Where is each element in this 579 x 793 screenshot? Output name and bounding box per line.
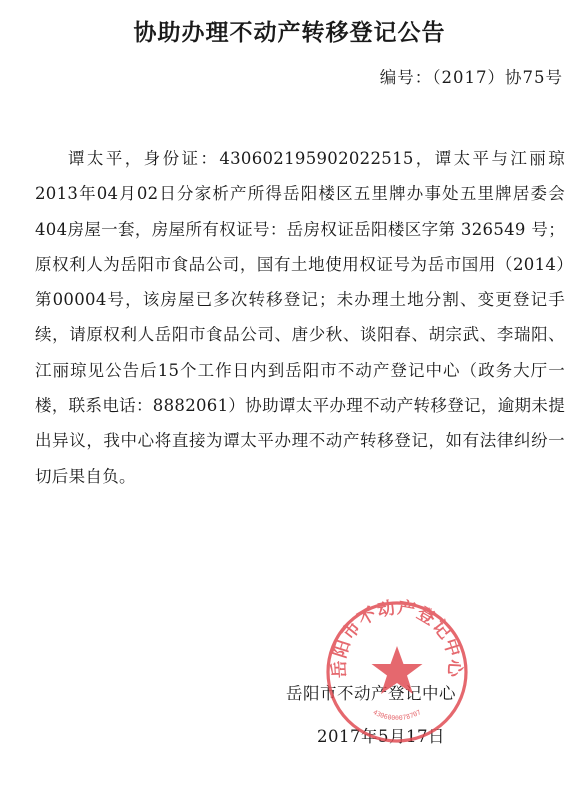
seal-star-icon [372, 646, 423, 694]
announcement-body: 谭太平，身份证：430602195902022515，谭太平与江丽琼2013年04月02日分家析产所得岳阳楼区五里牌办事处五里牌居委会404房屋一套，房屋所有权证号：岳房权证岳阳楼区字第 326549 号；原权利人为岳阳市食品公司，国有土地使用权证号为岳市国用（2014）第00004号，该房屋已多次转移登记；未办理土地分割、变更登记手续，请原权利人岳阳市食品公司、唐少秋、谈阳春、胡宗武、李瑞阳、江丽琼见公告后15个工作日内到岳阳市不动产登记中心（政务大厅一楼，联系电话：8882061）协助谭太平办理不动产转移登记，逾期未提出异议，我中心将直接为谭太平办理不动产转移登记，如有法律纠纷一切后果自负。 [35, 149, 565, 486]
issue-date: 2017年5月17日 [317, 727, 445, 746]
seal-code: 4306000078707 [371, 708, 423, 723]
seal-text: 岳阳市不动产登记中心 [329, 598, 465, 679]
issuer-name: 岳阳市不动产登记中心 [286, 684, 456, 703]
document-number: 编号：（2017）协75号 [379, 68, 563, 87]
document-title: 协助办理不动产转移登记公告 [133, 20, 446, 46]
official-seal-stamp [323, 598, 471, 746]
